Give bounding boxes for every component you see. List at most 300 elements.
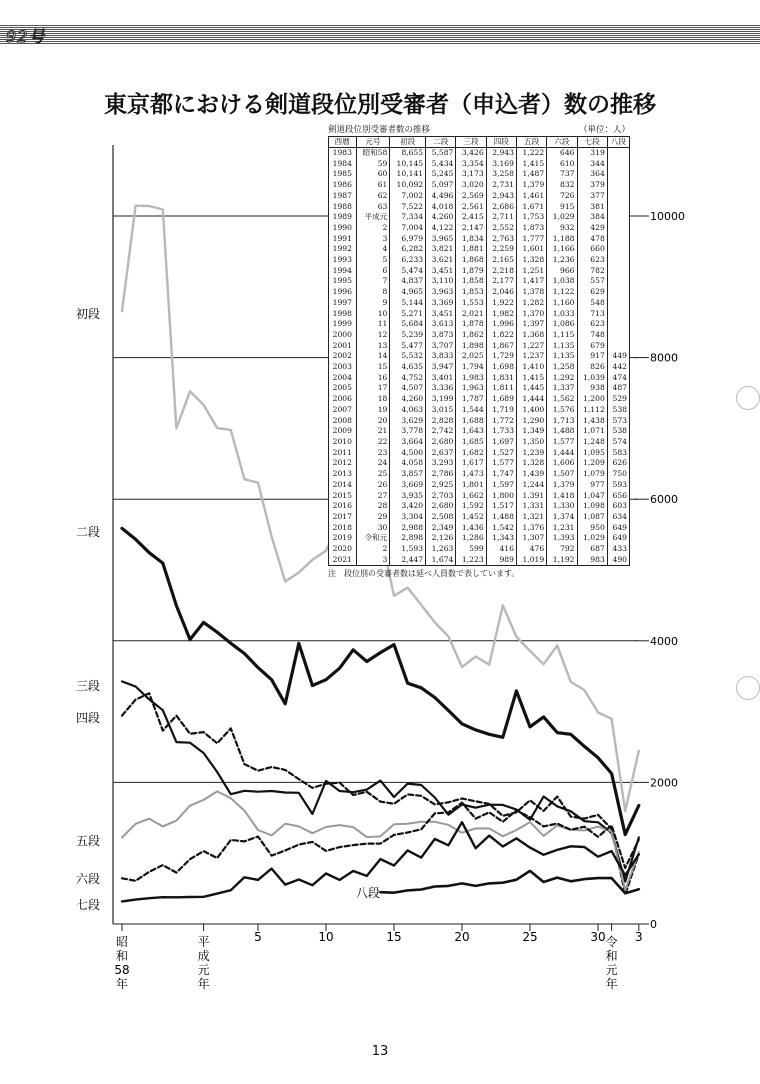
table-cell: 6: [356, 266, 390, 277]
table-cell: 2004: [329, 373, 357, 384]
table-cell: 1983: [329, 148, 357, 159]
table-cell: 1,544: [456, 405, 486, 416]
table-cell: 3,833: [426, 351, 456, 362]
table-cell: 2,165: [486, 255, 516, 266]
table-cell: 1,606: [547, 458, 577, 469]
table-cell: 3,293: [426, 458, 456, 469]
table-cell: 3,621: [426, 255, 456, 266]
table-cell: 1,079: [577, 469, 607, 480]
table-row: [329, 362, 630, 373]
page-number: 13: [371, 1044, 389, 1059]
table-cell: 623: [577, 319, 607, 330]
table-cell: 12: [356, 330, 390, 341]
table-cell: 381: [577, 202, 607, 213]
table-cell: 1,397: [516, 319, 546, 330]
table-cell: [607, 330, 629, 341]
table-cell: 5,239: [390, 330, 426, 341]
table-cell: 10,145: [390, 159, 426, 170]
table-cell: 1,122: [547, 287, 577, 298]
table-cell: 61: [356, 180, 390, 191]
table-cell: 6,282: [390, 244, 426, 255]
table-cell: 昭和58: [356, 148, 390, 159]
table-cell: 3,873: [426, 330, 456, 341]
table-cell: 2,046: [486, 287, 516, 298]
table-cell: 1999: [329, 319, 357, 330]
y-tick-label: 2000: [650, 776, 678, 790]
table-cell: 1,039: [577, 373, 607, 384]
x-tick-label: 30: [590, 930, 606, 944]
table-cell: 1,461: [516, 191, 546, 202]
table-cell: 7,002: [390, 191, 426, 202]
table-cell: 4,058: [390, 458, 426, 469]
table-cell: 2,742: [426, 426, 456, 437]
table-cell: 1,328: [516, 255, 546, 266]
table-cell: 1987: [329, 191, 357, 202]
table-cell: 626: [607, 458, 629, 469]
table-cell: 1,330: [547, 501, 577, 512]
table-cell: [607, 266, 629, 277]
table-cell: 950: [577, 523, 607, 534]
table-cell: 1,542: [486, 523, 516, 534]
table-cell: 4: [356, 244, 390, 255]
table-cell: 490: [607, 555, 629, 566]
table-row: [329, 437, 630, 448]
table-cell: 2,686: [486, 202, 516, 213]
table-cell: 319: [577, 148, 607, 159]
table-cell: 656: [607, 491, 629, 502]
table-row: [329, 341, 630, 352]
table-cell: 1,393: [547, 533, 577, 544]
table-cell: 10: [356, 309, 390, 320]
table-cell: 1,996: [486, 319, 516, 330]
table-cell: 24: [356, 458, 390, 469]
table-cell: 1,286: [456, 533, 486, 544]
table-cell: 1,188: [547, 234, 577, 245]
table-cell: 1,592: [456, 501, 486, 512]
table-cell: 1,374: [547, 512, 577, 523]
table-row: [329, 276, 630, 287]
table-cell: 3,778: [390, 426, 426, 437]
table-cell: 474: [607, 373, 629, 384]
table-row: [329, 212, 630, 223]
table-row: [329, 309, 630, 320]
table-cell: 1,671: [516, 202, 546, 213]
table-cell: [607, 319, 629, 330]
table-row: [329, 555, 630, 566]
table-cell: 2021: [329, 555, 357, 566]
table-cell: [607, 298, 629, 309]
table-cell: 1,029: [547, 212, 577, 223]
issue-label: 92号: [6, 27, 46, 46]
table-cell: [607, 255, 629, 266]
table-row: [329, 255, 630, 266]
table-row: [329, 244, 630, 255]
table-cell: 2,218: [486, 266, 516, 277]
table-cell: 476: [516, 544, 546, 555]
table-cell: 634: [607, 512, 629, 523]
table-cell: 1,444: [516, 394, 546, 405]
series-label: 二段: [76, 525, 101, 539]
table-cell: 3,426: [456, 148, 486, 159]
table-cell: 1,601: [516, 244, 546, 255]
table-cell: 7: [356, 276, 390, 287]
table-cell: 687: [577, 544, 607, 555]
table-cell: 1,038: [547, 276, 577, 287]
table-cell: 1,343: [486, 533, 516, 544]
table-cell: 3,935: [390, 491, 426, 502]
table-cell: 2,552: [486, 223, 516, 234]
table-cell: 1,391: [516, 491, 546, 502]
table-cell: [607, 223, 629, 234]
table-cell: 2001: [329, 341, 357, 352]
table-header: 元号: [356, 137, 390, 148]
x-tick-label: 元: [197, 963, 210, 977]
table-cell: 27: [356, 491, 390, 502]
table-cell: 1,689: [486, 394, 516, 405]
table-cell: 646: [547, 148, 577, 159]
table-cell: 1,209: [577, 458, 607, 469]
x-tick-label: 年: [605, 977, 618, 991]
table-cell: 3,613: [426, 319, 456, 330]
table-cell: 2,680: [426, 437, 456, 448]
table-row: [329, 202, 630, 213]
table-cell: 9: [356, 298, 390, 309]
binder-hole: [736, 676, 760, 700]
table-cell: 2007: [329, 405, 357, 416]
table-cell: 2,763: [486, 234, 516, 245]
table-cell: 1,135: [547, 341, 577, 352]
table-cell: 610: [547, 159, 577, 170]
table-cell: 4,635: [390, 362, 426, 373]
table-cell: 442: [607, 362, 629, 373]
table-row: [329, 319, 630, 330]
table-cell: 1,033: [547, 309, 577, 320]
table-cell: 478: [577, 234, 607, 245]
table-cell: 2000: [329, 330, 357, 341]
table-cell: 2,126: [426, 533, 456, 544]
table-cell: [607, 287, 629, 298]
table-cell: 1,643: [456, 426, 486, 437]
table-cell: 5,532: [390, 351, 426, 362]
table-cell: 5,477: [390, 341, 426, 352]
table-cell: [607, 212, 629, 223]
series-label: 八段: [355, 886, 381, 900]
table-row: [329, 458, 630, 469]
table-cell: 2,508: [426, 512, 456, 523]
table-row: [329, 191, 630, 202]
table-cell: 2002: [329, 351, 357, 362]
table-cell: [607, 244, 629, 255]
table-cell: 22: [356, 437, 390, 448]
table-cell: 2,561: [456, 202, 486, 213]
table-cell: 1,753: [516, 212, 546, 223]
table-cell: 1,662: [456, 491, 486, 502]
table-cell: 1,674: [426, 555, 456, 566]
table-row: [329, 159, 630, 170]
table-cell: 2003: [329, 362, 357, 373]
table-cell: 2,680: [426, 501, 456, 512]
table-cell: 750: [607, 469, 629, 480]
table-row: [329, 266, 630, 277]
table-cell: 3,947: [426, 362, 456, 373]
table-cell: 3,169: [486, 159, 516, 170]
table-cell: 1,593: [390, 544, 426, 555]
table-row: [329, 180, 630, 191]
table-cell: [607, 309, 629, 320]
table-cell: 989: [486, 555, 516, 566]
table-cell: 1,772: [486, 416, 516, 427]
data-table: [328, 136, 630, 566]
table-cell: 4,507: [390, 383, 426, 394]
table-cell: 1992: [329, 244, 357, 255]
table-cell: 1,231: [547, 523, 577, 534]
table-cell: 1,747: [486, 469, 516, 480]
table-cell: 377: [577, 191, 607, 202]
table-cell: 1,436: [456, 523, 486, 534]
table-cell: 1,019: [516, 555, 546, 566]
table-cell: 2011: [329, 448, 357, 459]
table-cell: 2,731: [486, 180, 516, 191]
table-cell: 1,244: [516, 480, 546, 491]
table-header: 七段: [577, 137, 607, 148]
table-cell: 1,098: [577, 501, 607, 512]
table-cell: 2,828: [426, 416, 456, 427]
table-cell: 2,147: [456, 223, 486, 234]
table-cell: 782: [577, 266, 607, 277]
table-header: 八段: [607, 137, 629, 148]
table-cell: 20: [356, 416, 390, 427]
table-cell: 2014: [329, 480, 357, 491]
table-row: [329, 491, 630, 502]
table-cell: 1997: [329, 298, 357, 309]
table-cell: 16: [356, 373, 390, 384]
table-cell: 548: [577, 298, 607, 309]
series-line: [122, 803, 639, 881]
table-cell: 1,617: [456, 458, 486, 469]
table-cell: 938: [577, 383, 607, 394]
table-cell: 23: [356, 448, 390, 459]
table-cell: 7,004: [390, 223, 426, 234]
table-cell: 4,837: [390, 276, 426, 287]
table-cell: 1991: [329, 234, 357, 245]
table-cell: 2: [356, 223, 390, 234]
page-title: 東京都における剣道段位別受審者（申込者）数の推移: [104, 91, 656, 118]
table-cell: 1,811: [486, 383, 516, 394]
table-cell: 737: [547, 169, 577, 180]
table-cell: 4,752: [390, 373, 426, 384]
table-cell: 3,629: [390, 416, 426, 427]
table-cell: 1,794: [456, 362, 486, 373]
table-cell: 1,135: [547, 351, 577, 362]
table-cell: 2,349: [426, 523, 456, 534]
x-tick-label: 成: [197, 949, 210, 963]
table-cell: 4,496: [426, 191, 456, 202]
table-cell: 649: [607, 533, 629, 544]
table-row: [329, 448, 630, 459]
series-line: [122, 822, 639, 901]
x-tick-label: 昭: [115, 935, 129, 949]
table-cell: 4,965: [390, 287, 426, 298]
table-cell: 2016: [329, 501, 357, 512]
table-cell: 1,577: [486, 458, 516, 469]
table-cell: 3,707: [426, 341, 456, 352]
table-cell: 3,451: [426, 266, 456, 277]
table-row: [329, 298, 630, 309]
table-cell: 1998: [329, 309, 357, 320]
table-cell: 726: [547, 191, 577, 202]
table-cell: 1985: [329, 169, 357, 180]
table-cell: 1,379: [516, 180, 546, 191]
table-cell: 3,304: [390, 512, 426, 523]
table-row: [329, 351, 630, 362]
table-cell: 2005: [329, 383, 357, 394]
table-cell: 3,451: [426, 309, 456, 320]
table-row: [329, 512, 630, 523]
x-tick-label: 5: [254, 930, 262, 944]
table-cell: 2: [356, 544, 390, 555]
table-cell: 1996: [329, 287, 357, 298]
table-cell: 2009: [329, 426, 357, 437]
table-cell: 832: [547, 180, 577, 191]
table-cell: 1,307: [516, 533, 546, 544]
table-cell: 6,233: [390, 255, 426, 266]
table-cell: 1988: [329, 202, 357, 213]
table-cell: 679: [577, 341, 607, 352]
table-cell: 2013: [329, 469, 357, 480]
table-cell: 1,867: [486, 341, 516, 352]
table-cell: 1,417: [516, 276, 546, 287]
table-cell: 1,086: [547, 319, 577, 330]
table-cell: 1,576: [547, 405, 577, 416]
table-cell: 3,354: [456, 159, 486, 170]
table-cell: 2018: [329, 523, 357, 534]
table-cell: 2017: [329, 512, 357, 523]
table-cell: 5,097: [426, 180, 456, 191]
table-cell: 8: [356, 287, 390, 298]
table-cell: 1,331: [516, 501, 546, 512]
table-cell: 2012: [329, 458, 357, 469]
x-tick-label: 年: [197, 977, 210, 991]
table-cell: 2,711: [486, 212, 516, 223]
table-cell: 29: [356, 512, 390, 523]
table-cell: 2006: [329, 394, 357, 405]
table-cell: [607, 148, 629, 159]
table-cell: 3,336: [426, 383, 456, 394]
x-tick-label: 和: [115, 949, 129, 963]
x-tick-label: 平: [197, 935, 210, 949]
table-row: [329, 501, 630, 512]
table-cell: 1,349: [516, 426, 546, 437]
table-cell: 14: [356, 351, 390, 362]
x-tick-label: 10: [318, 930, 334, 944]
table-cell: 3,199: [426, 394, 456, 405]
table-cell: 1,445: [516, 383, 546, 394]
table-header: 二段: [426, 137, 456, 148]
table-cell: 2019: [329, 533, 357, 544]
table-cell: 1,507: [547, 469, 577, 480]
series-label: 七段: [76, 898, 101, 912]
table-cell: 2,703: [426, 491, 456, 502]
table-row: [329, 416, 630, 427]
table-cell: 379: [577, 180, 607, 191]
table-cell: 1,438: [577, 416, 607, 427]
table-cell: 5,271: [390, 309, 426, 320]
table-cell: 1,983: [456, 373, 486, 384]
table-header: 六段: [547, 137, 577, 148]
series-label: 四段: [76, 711, 101, 725]
table-cell: 1,801: [456, 480, 486, 491]
table-cell: 1,248: [577, 437, 607, 448]
table-cell: 1,834: [456, 234, 486, 245]
x-tick-label: 25: [522, 930, 538, 944]
table-caption: 剣道段位別受審者数の推移: [328, 125, 431, 135]
table-cell: 1,733: [486, 426, 516, 437]
table-cell: 1,688: [456, 416, 486, 427]
table-row: [329, 523, 630, 534]
table-cell: 1993: [329, 255, 357, 266]
table-cell: 3,821: [426, 244, 456, 255]
table-cell: 5,144: [390, 298, 426, 309]
table-cell: 1,862: [456, 330, 486, 341]
table-cell: 1,922: [486, 298, 516, 309]
table-cell: 21: [356, 426, 390, 437]
table-cell: 2,569: [456, 191, 486, 202]
x-tick-label: 年: [115, 977, 129, 991]
table-cell: 1,410: [516, 362, 546, 373]
table-cell: 538: [607, 405, 629, 416]
table-cell: 2,988: [390, 523, 426, 534]
table-cell: 713: [577, 309, 607, 320]
table-cell: 1,831: [486, 373, 516, 384]
table-cell: 1994: [329, 266, 357, 277]
x-tick-label: 元: [605, 963, 618, 977]
table-cell: 19: [356, 405, 390, 416]
table-cell: 60: [356, 169, 390, 180]
table-cell: 3,110: [426, 276, 456, 287]
table-cell: 1,263: [426, 544, 456, 555]
table-row: [329, 383, 630, 394]
table-cell: 1,415: [516, 373, 546, 384]
table-cell: 449: [607, 351, 629, 362]
table-cell: 4,063: [390, 405, 426, 416]
table-cell: 1,577: [547, 437, 577, 448]
table-cell: 1,222: [516, 148, 546, 159]
table-header: 五段: [516, 137, 546, 148]
table-cell: 1,251: [516, 266, 546, 277]
table-cell: 1,682: [456, 448, 486, 459]
y-tick-label: 0: [650, 918, 657, 931]
table-cell: 623: [577, 255, 607, 266]
table-cell: 2,259: [486, 244, 516, 255]
table-cell: 932: [547, 223, 577, 234]
table-cell: 1,321: [516, 512, 546, 523]
table-cell: [607, 276, 629, 287]
table-cell: 1,237: [516, 351, 546, 362]
table-cell: [607, 234, 629, 245]
table-cell: 1,029: [577, 533, 607, 544]
table-cell: 3,015: [426, 405, 456, 416]
table-cell: 1,881: [456, 244, 486, 255]
table-cell: 1,729: [486, 351, 516, 362]
table-cell: 2,786: [426, 469, 456, 480]
table-cell: 6,979: [390, 234, 426, 245]
series-line: [122, 681, 639, 881]
table-cell: 1,071: [577, 426, 607, 437]
table-cell: [607, 191, 629, 202]
table-cell: 557: [577, 276, 607, 287]
table-cell: 983: [577, 555, 607, 566]
table-cell: 917: [577, 351, 607, 362]
